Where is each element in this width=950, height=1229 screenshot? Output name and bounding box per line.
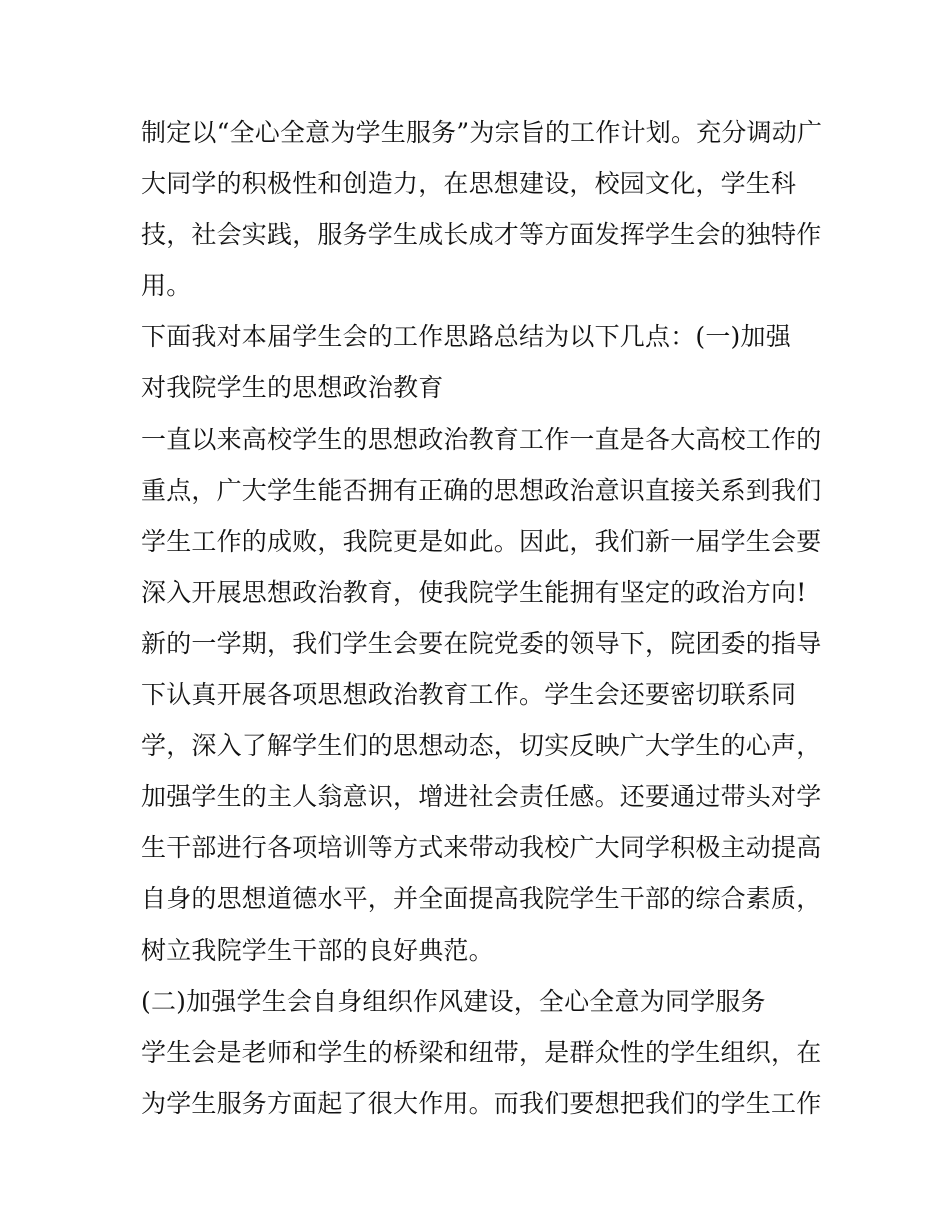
- text-line: 用。: [141, 271, 192, 301]
- text-line: 生干部进行各项培训等方式来带动我校广大同学积极主动提高: [141, 833, 822, 863]
- text-line: 对我院学生的思想政治教育: [141, 373, 444, 403]
- text-line: 树立我院学生干部的良好典范。: [141, 935, 494, 965]
- text-line: 制定以“全心全意为学生服务”为宗旨的工作计划。充分调动广: [141, 118, 823, 147]
- text-line: 学，深入了解学生们的思想动态，切实反映广大学生的心声，: [141, 731, 822, 761]
- text-line: 自身的思想道德水平，并全面提高我院学生干部的综合素质，: [141, 884, 822, 914]
- text-line: 学生工作的成败，我院更是如此。因此，我们新一届学生会要: [141, 526, 822, 556]
- text-line: 下面我对本届学生会的工作思路总结为以下几点：(一)加强: [141, 322, 791, 352]
- text-line: (二)加强学生会自身组织作风建设，全心全意为同学服务: [141, 986, 766, 1016]
- text-line: 加强学生的主人翁意识，增进社会责任感。还要通过带头对学: [141, 782, 822, 812]
- text-line: 下认真开展各项思想政治教育工作。学生会还要密切联系同: [141, 680, 797, 710]
- text-line: 一直以来高校学生的思想政治教育工作一直是各大高校工作的: [141, 424, 822, 454]
- text-line: 为学生服务方面起了很大作用。而我们要想把我们的学生工作: [141, 1088, 822, 1118]
- text-line: 技，社会实践，服务学生成长成才等方面发挥学生会的独特作: [141, 220, 822, 250]
- document-body: [141, 107, 831, 1129]
- text-line: 新的一学期，我们学生会要在院党委的领导下，院团委的指导: [141, 628, 822, 658]
- text-line: 大同学的积极性和创造力，在思想建设，校园文化，学生科: [141, 169, 797, 199]
- text-line: 重点，广大学生能否拥有正确的思想政治意识直接关系到我们: [141, 475, 822, 505]
- text-line: 深入开展思想政治教育，使我院学生能拥有坚定的政治方向!: [141, 577, 807, 607]
- text-line: 学生会是老师和学生的桥梁和纽带，是群众性的学生组织，在: [141, 1037, 822, 1067]
